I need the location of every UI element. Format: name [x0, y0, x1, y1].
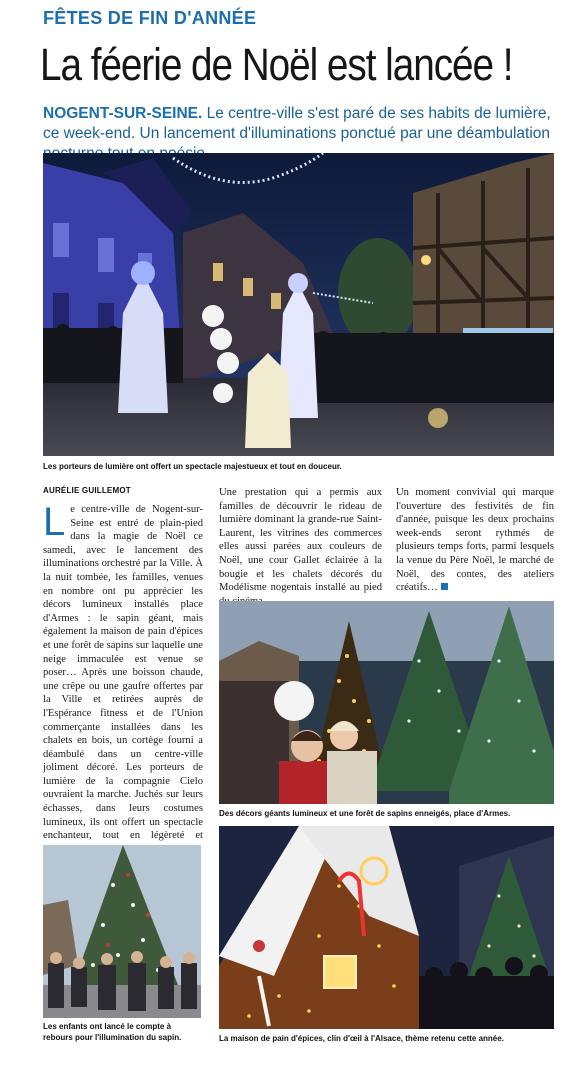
sapins-photo-caption: Des décors géants lumineux et une forêt de sapins enneigés, place d'Armes.: [219, 809, 511, 818]
main-photo-illustration: [43, 153, 554, 456]
lead-location: NOGENT-SUR-SEINE.: [43, 105, 203, 122]
main-photo: [43, 153, 554, 456]
article-column-3: [396, 486, 554, 595]
pain-epices-photo-illustration: [219, 826, 554, 1029]
sapin-photo-caption: Les enfants ont lancé le compte à rebours pour l'illumination du sapin.: [43, 1022, 182, 1042]
article-byline: AURÉLIE GUILLEMOT: [43, 486, 131, 495]
sapins-photo: [219, 601, 554, 804]
sapin-photo: [43, 845, 201, 1018]
pain-epices-photo-caption: La maison de pain d'épices, clin d'œil à l'Alsace, thème retenu cette année.: [219, 1034, 504, 1043]
column-3-text: Un moment convivial qui marque l'ouverture des festivités de fin d'année, puisque les deux prochains week-ends seront rythmés de plusieurs temps forts, parmi lesquels la venue du Père Noël, le marché de Noël, des contes, des ateliers créatifs…: [396, 487, 554, 594]
drop-cap: L: [43, 500, 66, 544]
section-kicker: FÊTES DE FIN D'ANNÉE: [43, 8, 257, 28]
article-column-2: Une prestation qui a permis aux familles de découvrir le rideau de lumière dominant la grande-rue Saint-Laurent, les vitrines des commerces elles aussi parées aux couleurs de Noël, une cour Gallet éclairée à la bougie et les chalets décorés du Modélisme nogentais installé au pied: [219, 487, 382, 594]
main-photo-caption: Les porteurs de lumière ont offert un spectacle majestueux et tout en douceur.: [43, 462, 342, 471]
column-1-text: e centre-ville de Nogent-sur-Seine est entré de plain-pied dans la magie de Noël ce samedi, avec le lancement des illuminations orchestré par la Ville. À la nuit tombée, les familles, venues en nombre ont pu apprécier les décors lumineux installés place d'Armes : le sapin géant, mais également la maison de pain d'épices et une forêt de sapins sur laquelle une neige immaculée est venue se poser… Après une boisson chaude, une crêpe ou une gaufre offertes par la Ville et retirées auprès de l'Espérance fitness et de l'Union commerçante installées dans les chalets en bois, un cortège fourni a déambulé dans un centre-ville joliment décoré. Les porteurs de lumière de la compagnie Cielo ouvraient la marche. Juchés sur leurs échasses, dans leurs costumes lumineux, ils ont offert un spectacle enchanteur, tout en légèreté et: [43, 504, 203, 842]
article-column-1: [43, 500, 203, 856]
lead-text: Le centre-ville s'est paré de ses habits de lumière, ce week-end. Un lancement d'illuminations ponctué par une déambulation: [43, 105, 551, 142]
pain-epices-photo: [219, 826, 554, 1029]
end-of-article-mark: [441, 583, 448, 590]
article-headline: La féerie de Noël est lancée !: [40, 39, 513, 90]
sapins-photo-illustration: [219, 601, 554, 804]
sapin-photo-illustration: [43, 845, 201, 1018]
